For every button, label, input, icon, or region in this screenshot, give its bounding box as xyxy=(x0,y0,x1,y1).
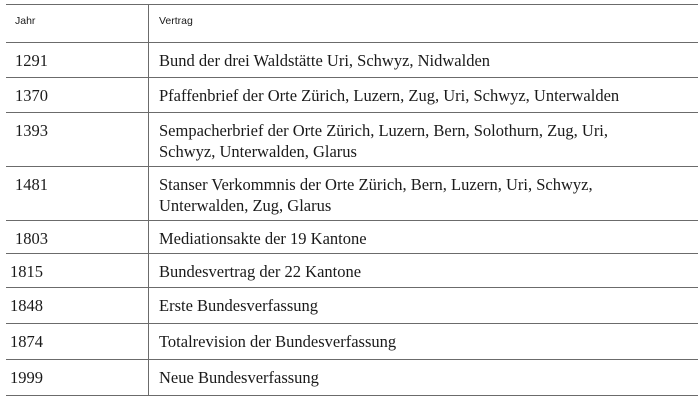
table-row xyxy=(6,113,698,167)
treaty-line: Schwyz, Unterwalden, Glarus xyxy=(159,142,357,161)
table-row xyxy=(6,360,698,396)
header-treaty: Vertrag xyxy=(159,15,193,27)
treaty-line: Unterwalden, Zug, Glarus xyxy=(159,196,332,215)
table-row xyxy=(6,324,698,360)
treaty-cell: Mediationsakte der 19 Kantone xyxy=(159,229,367,248)
year-cell: 1999 xyxy=(6,360,149,395)
table-row xyxy=(6,288,698,324)
treaty-cell: Pfaffenbrief der Orte Zürich, Luzern, Zug, Uri, Schwyz, Unterwalden xyxy=(159,86,620,105)
treaty-line: Sempacherbrief der Orte Zürich, Luzern, Bern, Solothurn, Zug, Uri, xyxy=(159,121,609,140)
year-cell: 1803 xyxy=(6,221,149,253)
year-cell: 1393 xyxy=(6,113,149,166)
table-row xyxy=(6,221,698,254)
table-row xyxy=(6,78,698,113)
header-year: Jahr xyxy=(6,5,149,42)
treaty-line: Stanser Verkommnis der Orte Zürich, Bern, Luzern, Uri, Schwyz, xyxy=(159,175,593,194)
treaty-table xyxy=(6,4,698,396)
table-header-row xyxy=(6,4,698,43)
year-cell: 1874 xyxy=(6,324,149,359)
treaty-cell: Erste Bundesverfassung xyxy=(159,296,319,315)
table-row xyxy=(6,43,698,78)
table-row xyxy=(6,167,698,221)
year-cell: 1815 xyxy=(6,254,149,287)
table-row xyxy=(6,254,698,288)
year-cell: 1370 xyxy=(6,78,149,112)
year-cell: 1481 xyxy=(6,167,149,220)
treaty-cell: Totalrevision der Bundesverfassung xyxy=(159,332,397,351)
year-cell: 1848 xyxy=(6,288,149,323)
treaty-cell: Bund der drei Waldstätte Uri, Schwyz, Nidwalden xyxy=(159,51,491,70)
treaty-cell: Bundesvertrag der 22 Kantone xyxy=(159,262,362,281)
year-cell: 1291 xyxy=(6,43,149,77)
treaty-cell xyxy=(149,167,698,220)
treaty-cell xyxy=(149,113,698,166)
treaty-cell: Neue Bundesverfassung xyxy=(159,368,319,387)
